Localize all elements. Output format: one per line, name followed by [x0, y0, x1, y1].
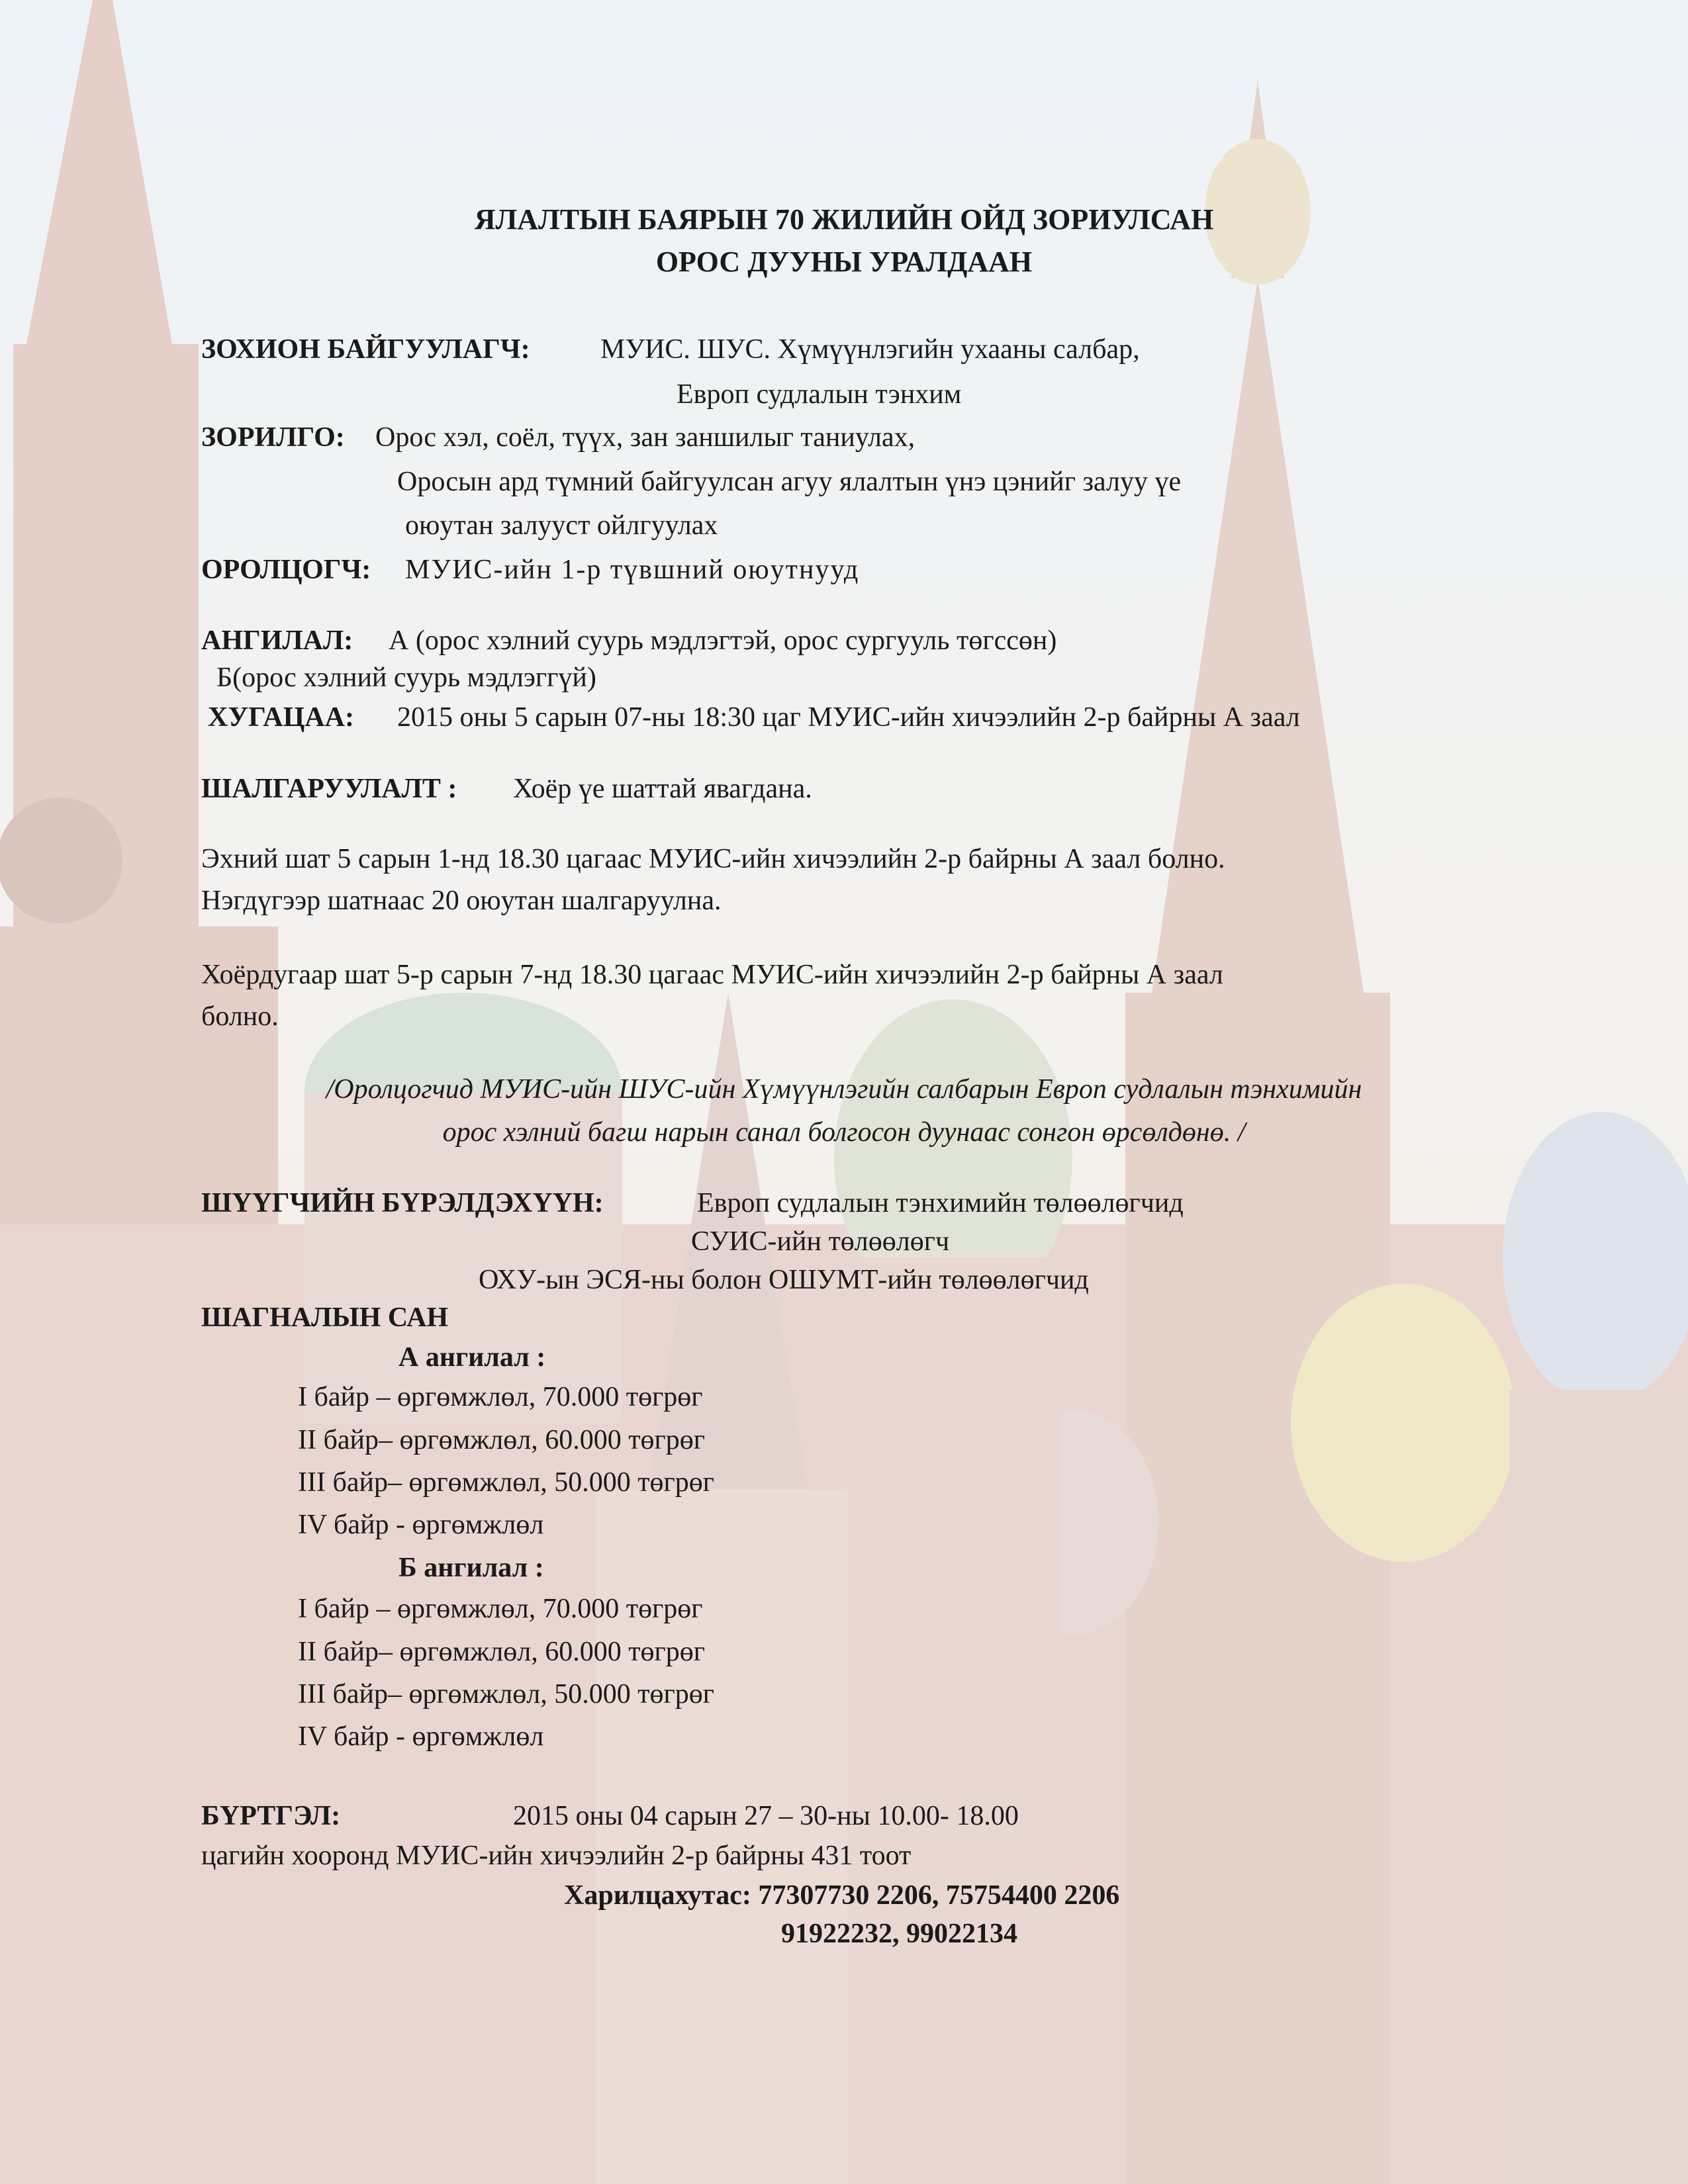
goal-line-2: Оросын ард түмний байгуулсан агуу ялалтын үнэ цэнийг залуу үе	[397, 467, 1182, 497]
prize-a-item-3: III байр– өргөмжлөл, 50.000 төгрөг	[298, 1467, 714, 1498]
note-line-1: /Оролцогчид МУИС-ийн ШУС-ийн Хүмүүнлэгийн салбарын Европ судлалын тэнхимийн	[326, 1074, 1362, 1105]
prize-label: ШАГНАЛЫН САН	[201, 1302, 449, 1333]
participants-value: МУИС-ийн 1-р түвшний оюутнууд	[405, 555, 860, 585]
registration-line-1: 2015 оны 04 сарын 27 – 30-ны 10.00- 18.00	[513, 1801, 1019, 1831]
goal-line-1: Орос хэл, соёл, түүх, зан заншилыг таниулах,	[375, 422, 915, 453]
prize-a-item-4: IV байр - өргөмжлөл	[298, 1510, 544, 1540]
deadline-label: ХУГАЦАА:	[208, 702, 354, 733]
jury-label: ШҮҮГЧИЙН БҮРЭЛДЭХҮҮН:	[201, 1188, 604, 1218]
registration-label: БҮРТГЭЛ:	[201, 1801, 341, 1831]
prize-b-item-3: III байр– өргөмжлөл, 50.000 төгрөг	[298, 1679, 714, 1709]
prize-a-item-1: I байр – өргөмжлөл, 70.000 төгрөг	[298, 1382, 703, 1412]
title-line-2: ОРОС ДУУНЫ УРАЛДААН	[655, 246, 1033, 278]
selection-paragraph-2-line-2: болно.	[201, 1001, 279, 1032]
organizer-line-1: МУИС. ШУС. Хүмүүнлэгийн ухааны салбар,	[600, 334, 1140, 365]
prize-b-item-1: I байр – өргөмжлөл, 70.000 төгрөг	[298, 1594, 703, 1624]
goal-label: ЗОРИЛГО:	[201, 422, 345, 453]
jury-line-1: Европ судлалын тэнхимийн төлөөлөгчид	[697, 1188, 1184, 1218]
selection-paragraph-2-line-1: Хоёрдугаар шат 5-р сарын 7-нд 18.30 цагаас МУИС-ийн хичээлийн 2-р байрны А заал	[201, 960, 1223, 990]
organizer-line-2: Европ судлалын тэнхим	[677, 379, 962, 410]
selection-value: Хоёр үе шаттай явагдана.	[513, 774, 812, 804]
registration-line-2: цагийн хооронд МУИС-ийн хичээлийн 2-р байрны 431 тоот	[201, 1841, 912, 1871]
note-line-2: орос хэлний багш нарын санал болгосон дуунаас сонгон өрсөлдөнө. /	[442, 1117, 1246, 1148]
selection-label: ШАЛГАРУУЛАЛТ :	[201, 774, 457, 804]
selection-paragraph-1-line-2: Нэгдүгээр шатнаас 20 оюутан шалгаруулна.	[201, 886, 722, 916]
participants-label: ОРОЛЦОГЧ:	[201, 555, 371, 585]
category-line-1: А (орос хэлний суурь мэдлэгтэй, орос сургууль төгссөн)	[389, 625, 1057, 656]
title-line-1: ЯЛАЛТЫН БАЯРЫН 70 ЖИЛИЙН ОЙД ЗОРИУЛСАН	[474, 203, 1214, 236]
prize-b-item-2: II байр– өргөмжлөл, 60.000 төгрөг	[298, 1637, 706, 1667]
category-label: АНГИЛАЛ:	[201, 625, 353, 656]
selection-paragraph-1-line-1: Эхний шат 5 сарын 1-нд 18.30 цагаас МУИС-ийн хичээлийн 2-р байрны А заал болно.	[201, 844, 1225, 874]
contact-line-1: Харилцахутас: 77307730 2206, 75754400 2206	[564, 1880, 1120, 1911]
organizer-label: ЗОХИОН БАЙГУУЛАГЧ:	[201, 334, 530, 365]
jury-line-3: ОХУ-ын ЭСЯ-ны болон ОШУМТ-ийн төлөөлөгчид	[479, 1265, 1089, 1295]
goal-line-3: оюутан залууст ойлгуулах	[405, 510, 718, 541]
contact-line-2: 91922232, 99022134	[781, 1919, 1017, 1949]
prize-b-item-4: IV байр - өргөмжлөл	[298, 1721, 544, 1752]
prize-a-item-2: II байр– өргөмжлөл, 60.000 төгрөг	[298, 1425, 706, 1455]
deadline-value: 2015 оны 5 сарын 07-ны 18:30 цаг МУИС-ийн хичээлийн 2-р байрны А заал	[397, 702, 1300, 733]
prize-group-a-heading: А ангилал :	[399, 1342, 546, 1373]
jury-line-2: СУИС-ийн төлөөлөгч	[691, 1226, 950, 1257]
category-line-2: Б(орос хэлний суурь мэдлэггүй)	[216, 662, 596, 693]
prize-group-b-heading: Б ангилал :	[399, 1553, 544, 1583]
